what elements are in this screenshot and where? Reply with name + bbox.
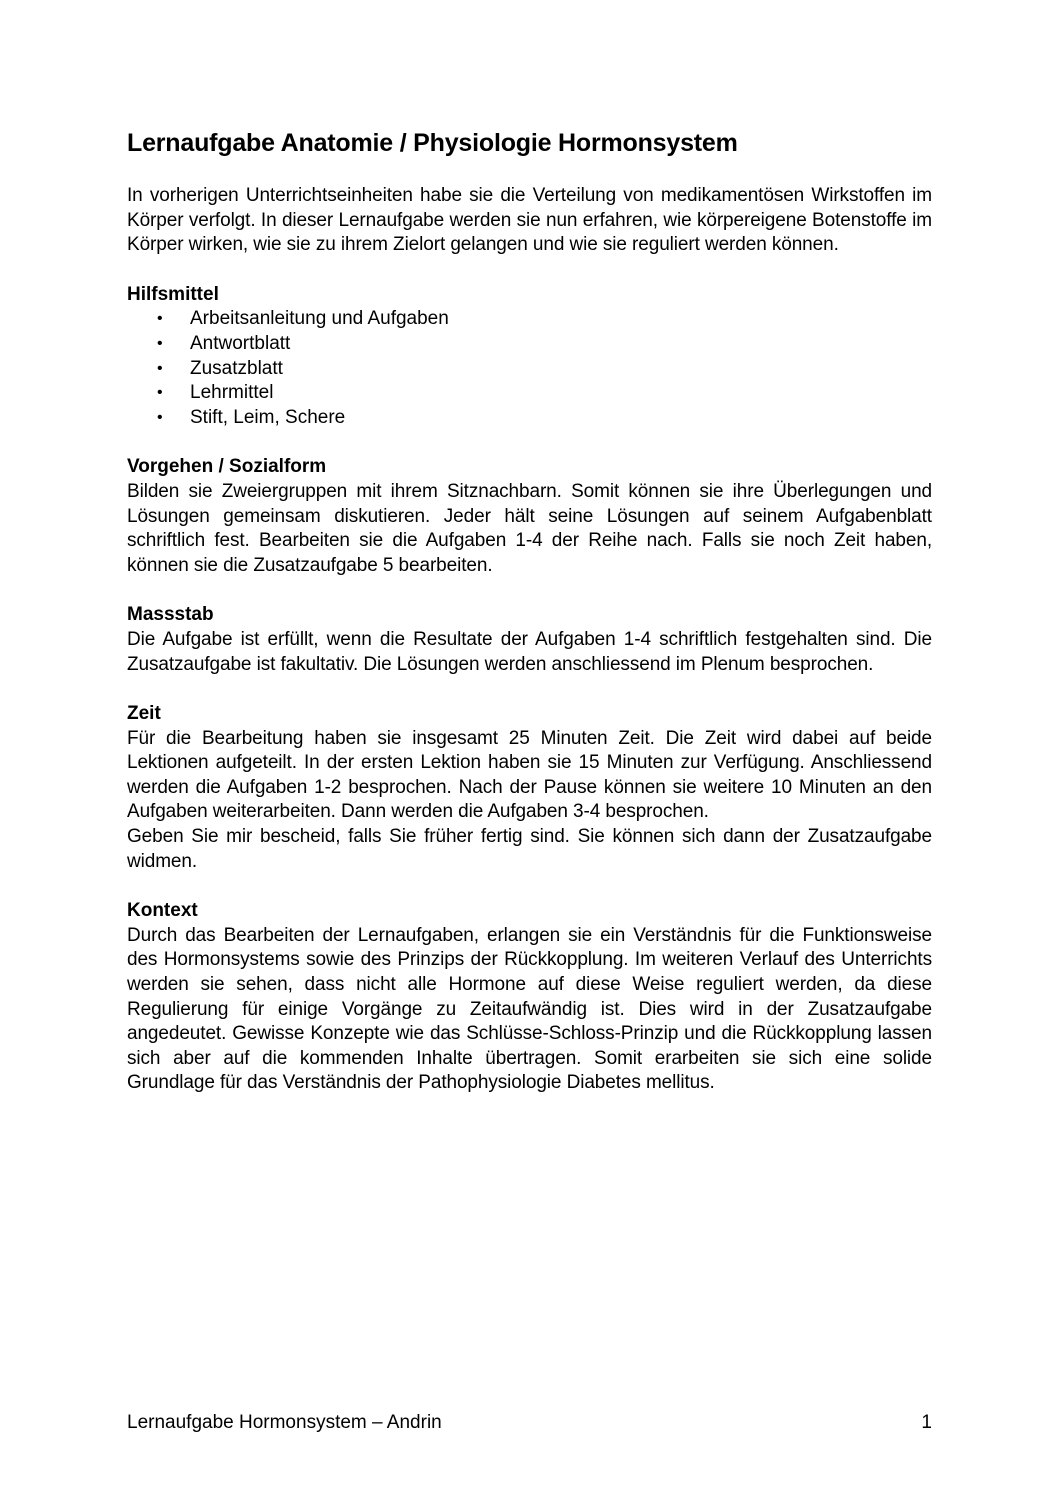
intro-paragraph: In vorherigen Unterrichtseinheiten habe sie die Verteilung von medikamentösen Wirkstoffen im Körper verfolgt. In dieser Lernaufgabe werden sie nun erfahren, wie körpereigene Botenstoffe im Körper wirken, wie sie zu ihrem Zielort gelangen und wie sie reguliert werden können.	[127, 185, 932, 256]
section-heading-vorgehen: Vorgehen / Sozialform	[127, 456, 327, 478]
footer-label: Lernaufgabe Hormonsystem – Andrin	[127, 1412, 442, 1433]
section-massstab	[127, 603, 932, 677]
page-number: 1	[921, 1412, 932, 1433]
list-item-label: Arbeitsanleitung und Aufgaben	[190, 308, 449, 330]
list-item	[127, 357, 932, 382]
section-heading-kontext: Kontext	[127, 900, 198, 922]
zeit-paragraph: Für die Bearbeitung haben sie insgesamt 25 Minuten Zeit. Die Zeit wird dabei auf beide Lektionen aufgeteilt. In der ersten Lektion haben sie 15 Minuten zur Verfügung. Anschliessend werden die Aufgaben 1-2 besprochen. Nach der Pause können sie weitere 10 Minuten an den Aufgaben weiterarbeiten. Dann werden die Aufgaben 3-4 besprochen.	[127, 727, 932, 823]
document-body	[127, 127, 932, 1096]
list-item-label: Stift, Leim, Schere	[190, 406, 346, 428]
list-item	[127, 332, 932, 357]
list-item	[127, 406, 932, 431]
vorgehen-paragraph: Bilden sie Zweiergruppen mit ihrem Sitznachbarn. Somit können sie ihre Überlegungen und Lösungen gemeinsam diskutieren. Jeder hält seine Lösungen auf seinem Aufgabenblatt schriftlich fest. Bearbeiten sie die Aufgaben 1-4 der Reihe nach. Falls sie noch Zeit haben, können sie die Zusatzaufgabe 5 bearbeiten.	[127, 480, 932, 576]
bullet-icon: •	[157, 359, 163, 377]
list-item	[127, 307, 932, 332]
list-item-label: Lehrmittel	[190, 382, 274, 404]
hilfsmittel-list	[127, 307, 932, 430]
section-heading-hilfsmittel: Hilfsmittel	[127, 283, 219, 305]
section-kontext	[127, 899, 932, 1096]
bullet-icon: •	[157, 310, 163, 328]
section-hilfsmittel	[127, 283, 932, 431]
list-item	[127, 381, 932, 406]
list-item-label: Antwortblatt	[190, 332, 291, 354]
list-item-label: Zusatzblatt	[190, 357, 283, 379]
zeit-paragraph-2: Geben Sie mir bescheid, falls Sie früher fertig sind. Sie können sich dann der Zusatzaufgabe widmen.	[127, 826, 932, 872]
section-zeit	[127, 702, 932, 874]
bullet-icon: •	[157, 384, 163, 402]
massstab-paragraph: Die Aufgabe ist erfüllt, wenn die Resultate der Aufgaben 1-4 schriftlich festgehalten sind. Die Zusatzaufgabe ist fakultativ. Die Lösungen werden anschliessend im Plenum besprochen.	[127, 628, 932, 675]
document-title: Lernaufgabe Anatomie / Physiologie Hormonsystem	[127, 129, 738, 157]
section-heading-massstab: Massstab	[127, 604, 214, 626]
bullet-icon: •	[157, 334, 163, 352]
kontext-paragraph: Durch das Bearbeiten der Lernaufgaben, erlangen sie ein Verständnis für die Funktionsweise des Hormonsystems sowie des Prinzips der Rückkopplung. Im weiteren Verlauf des Unterrichts werden sie sehen, dass nicht alle Hormone auf diese Weise reguliert werden, da diese Regulierung für einige Vorgänge zu Zeitaufwändig ist. Dies wird in der Zusatzaufgabe angedeutet. Gewisse Konzepte wie das Schlüsse-Schloss-Prinzip und die Rückkopplung lassen sich aber auf die kommenden Inhalte übertragen. Somit erarbeiten sie sich eine solide Grundlage für das Verständnis der Pathophysiologie Diabetes mellitus.	[127, 924, 932, 1094]
bullet-icon: •	[157, 408, 163, 426]
section-vorgehen	[127, 455, 932, 578]
section-heading-zeit: Zeit	[127, 703, 161, 725]
